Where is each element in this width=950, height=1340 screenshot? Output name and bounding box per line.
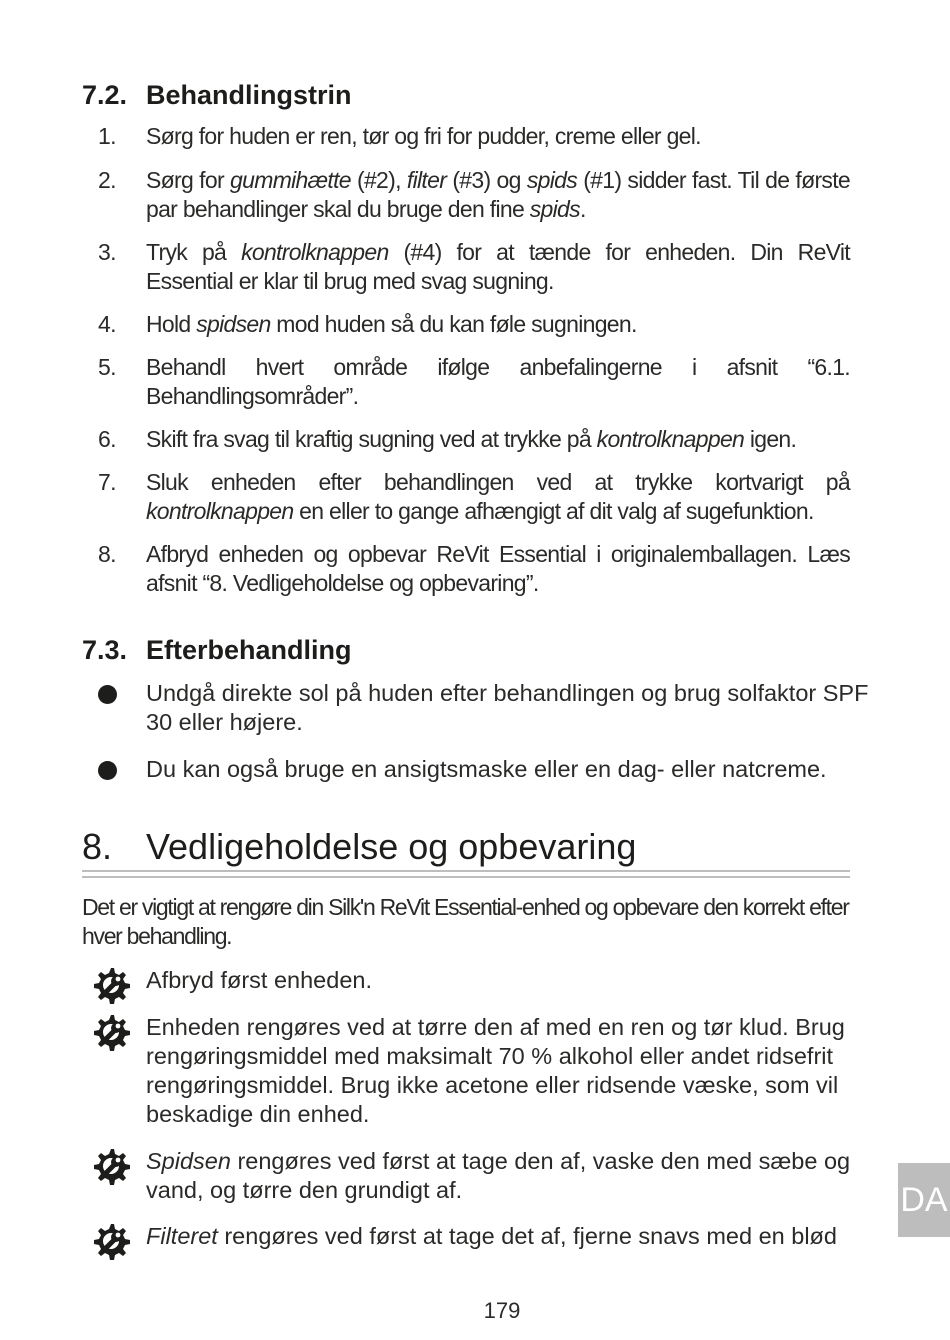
care-text: Filteret rengøres ved først at tage det af, fjerne snavs med en blød xyxy=(146,1223,837,1249)
step-text: Sørg for huden er ren, tør og fri for pudder, creme eller gel. xyxy=(146,123,701,149)
step-text: Afbryd enheden og opbevar ReVit Essential i originalemballagen. Læs afsnit “8. Vedligeholdelse og opbevaring”. xyxy=(146,541,850,596)
care-text: Spidsen rengøres ved først at tage den af, vaske den med sæbe og vand, og tørre den grundigt af. xyxy=(146,1148,851,1203)
heading-divider xyxy=(82,870,850,872)
section-title: Efterbehandling xyxy=(146,635,352,665)
step-text: Hold spidsen mod huden så du kan føle sugningen. xyxy=(146,311,637,337)
section-7-3-heading xyxy=(82,635,352,666)
list-item xyxy=(82,238,850,296)
list-item xyxy=(82,540,850,598)
list-item xyxy=(82,310,850,339)
gear-wrench-icon xyxy=(90,964,132,1006)
step-number: 4. xyxy=(98,311,116,337)
list-item xyxy=(82,755,872,784)
step-number: 5. xyxy=(98,354,116,380)
gear-wrench-icon xyxy=(90,1220,132,1262)
gear-wrench-icon xyxy=(90,1011,132,1053)
section-title: Behandlingstrin xyxy=(146,80,352,110)
list-item xyxy=(82,1222,872,1251)
step-number: 1. xyxy=(98,123,116,149)
list-item xyxy=(82,966,872,995)
page-number: 179 xyxy=(483,1298,521,1323)
care-text: Enheden rengøres ved at tørre den af med en ren og tør klud. Brug rengøringsmiddel med maksimalt 70 % alkohol eller andet ridsefrit rengøringsmiddel. Brug ikke acetone eller ridsende væske, som vil beskadige din enhed. xyxy=(146,1014,845,1127)
list-item xyxy=(82,166,850,224)
step-text: Behandl hvert område ifølge anbefalingerne i afsnit “6.1. Behandlingsområder”. xyxy=(146,354,850,409)
step-number: 6. xyxy=(98,426,116,452)
care-text: Afbryd først enheden. xyxy=(146,967,372,993)
section-intro: Det er vigtigt at rengøre din Silk'n ReVit Essential-enhed og opbevare den korrekt efter hver behandling. xyxy=(82,894,849,949)
list-item xyxy=(82,468,850,526)
section-7-2-heading xyxy=(82,80,352,111)
section-title: Vedligeholdelse og opbevaring xyxy=(146,826,637,867)
list-item xyxy=(82,679,872,737)
step-text: Skift fra svag til kraftig sugning ved at trykke på kontrolknappen igen. xyxy=(146,426,797,452)
gear-wrench-icon xyxy=(90,1145,132,1187)
bullet-text: Du kan også bruge en ansigtsmaske eller en dag- eller natcreme. xyxy=(146,756,827,782)
step-number: 3. xyxy=(98,239,116,265)
list-item xyxy=(82,1147,872,1205)
bullet-text: Undgå direkte sol på huden efter behandlingen og brug solfaktor SPF 30 eller højere. xyxy=(146,680,869,735)
list-item xyxy=(82,353,850,411)
list-item xyxy=(82,425,850,454)
step-number: 2. xyxy=(98,167,116,193)
section-number: 7.3. xyxy=(82,635,128,665)
list-item xyxy=(82,1013,872,1129)
section-number: 8. xyxy=(82,826,113,867)
section-number: 7.2. xyxy=(82,80,128,110)
heading-divider xyxy=(82,876,850,878)
section-8-heading xyxy=(82,826,636,868)
step-text: Sluk enheden efter behandlingen ved at trykke kortvarigt på kontrolknappen en eller to gange afhængigt af dit valg af sugefunktion. xyxy=(146,469,850,524)
bullet-icon xyxy=(98,685,117,704)
list-item xyxy=(82,122,850,151)
language-tab: DA xyxy=(898,1163,950,1237)
step-text: Sørg for gummihætte (#2), filter (#3) og spids (#1) sidder fast. Til de første par behandlinger skal du bruge den fine spids. xyxy=(146,167,850,222)
step-number: 8. xyxy=(98,541,116,567)
step-number: 7. xyxy=(98,469,116,495)
step-text: Tryk på kontrolknappen (#4) for at tænde for enheden. Din ReVit Essential er klar til brug med svag sugning. xyxy=(146,239,850,294)
bullet-icon xyxy=(98,761,117,780)
